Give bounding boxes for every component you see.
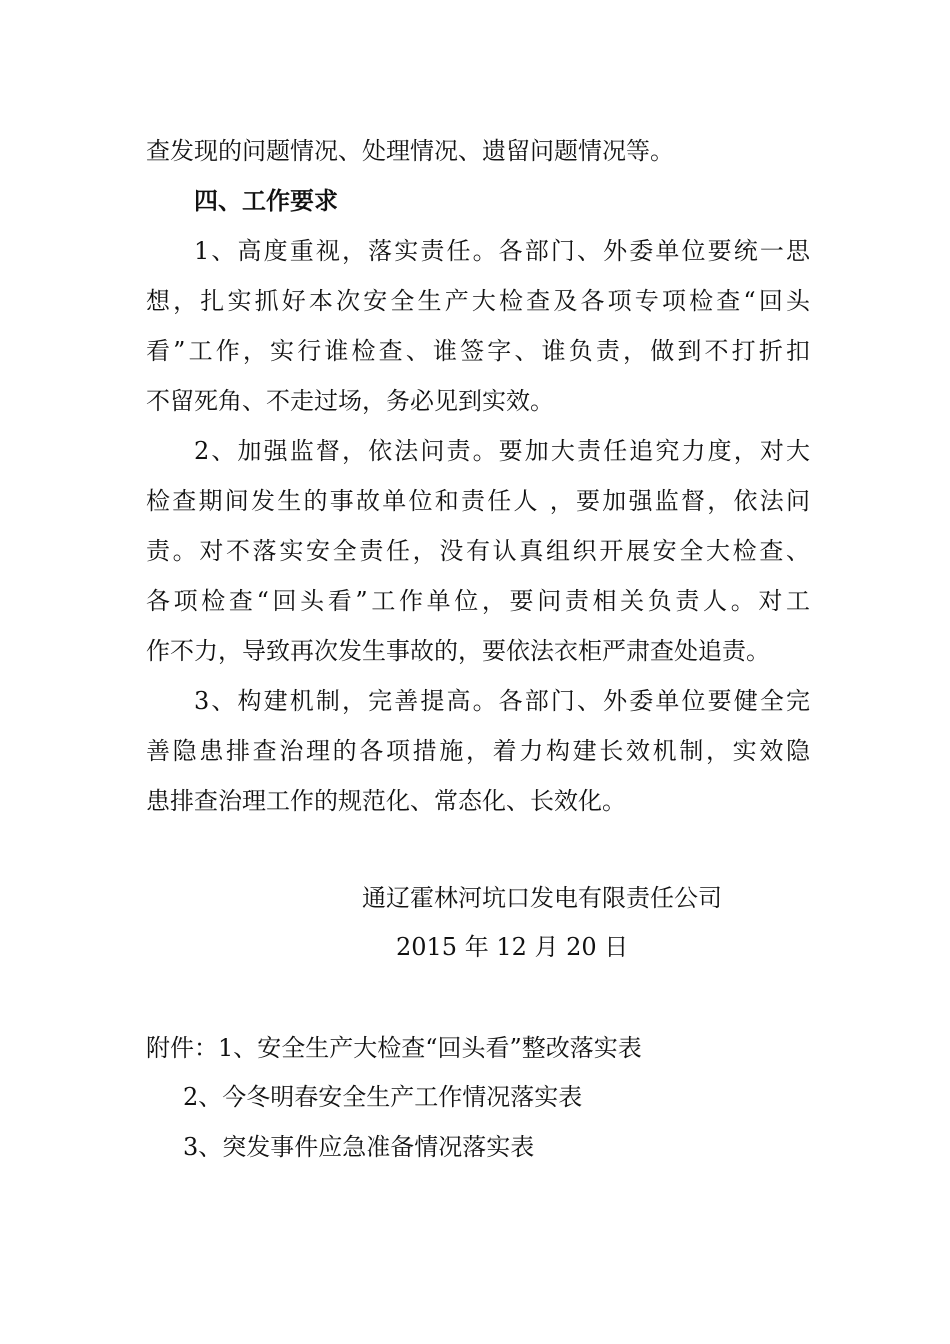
attachment-line-1: 附件：1、安全生产大检查“回头看”整改落实表 bbox=[146, 1034, 642, 1062]
signature-date: 2015 年 12 月 20 日 bbox=[396, 933, 629, 961]
intro-tail-line: 查发现的问题情况、处理情况、遗留问题情况等。 bbox=[146, 137, 674, 165]
item1-line-2: 想，扎实抓好本次安全生产大检查及各项专项检查“回头 bbox=[146, 287, 810, 315]
item3-line-1: 3、构建机制，完善提高。各部门、外委单位要健全完 bbox=[194, 687, 810, 715]
item1-line-1: 1、高度重视，落实责任。各部门、外委单位要统一思 bbox=[194, 237, 810, 265]
section-heading: 四、工作要求 bbox=[194, 186, 338, 215]
item3-line-2: 善隐患排查治理的各项措施，着力构建长效机制，实效隐 bbox=[146, 737, 810, 765]
item2-line-5: 作不力，导致再次发生事故的，要依法衣柜严肃查处追责。 bbox=[146, 637, 770, 665]
item2-line-3: 责。对不落实安全责任，没有认真组织开展安全大检查、 bbox=[146, 537, 810, 565]
item2-line-1: 2、加强监督，依法问责。要加大责任追究力度，对大 bbox=[194, 437, 810, 465]
item1-line-3: 看”工作，实行谁检查、谁签字、谁负责，做到不打折扣 bbox=[146, 337, 810, 365]
item1-line-4: 不留死角、不走过场，务必见到实效。 bbox=[146, 387, 554, 415]
item3-line-3: 患排查治理工作的规范化、常态化、长效化。 bbox=[146, 787, 626, 815]
item2-line-4: 各项检查“回头看”工作单位，要问责相关负责人。对工 bbox=[146, 587, 810, 615]
item2-line-2: 检查期间发生的事故单位和责任人 ，要加强监督，依法问 bbox=[146, 487, 810, 515]
attachment-line-2: 2、今冬明春安全生产工作情况落实表 bbox=[183, 1083, 583, 1111]
attachment-line-3: 3、突发事件应急准备情况落实表 bbox=[183, 1133, 535, 1161]
signature-company: 通辽霍林河坑口发电有限责任公司 bbox=[362, 884, 722, 912]
